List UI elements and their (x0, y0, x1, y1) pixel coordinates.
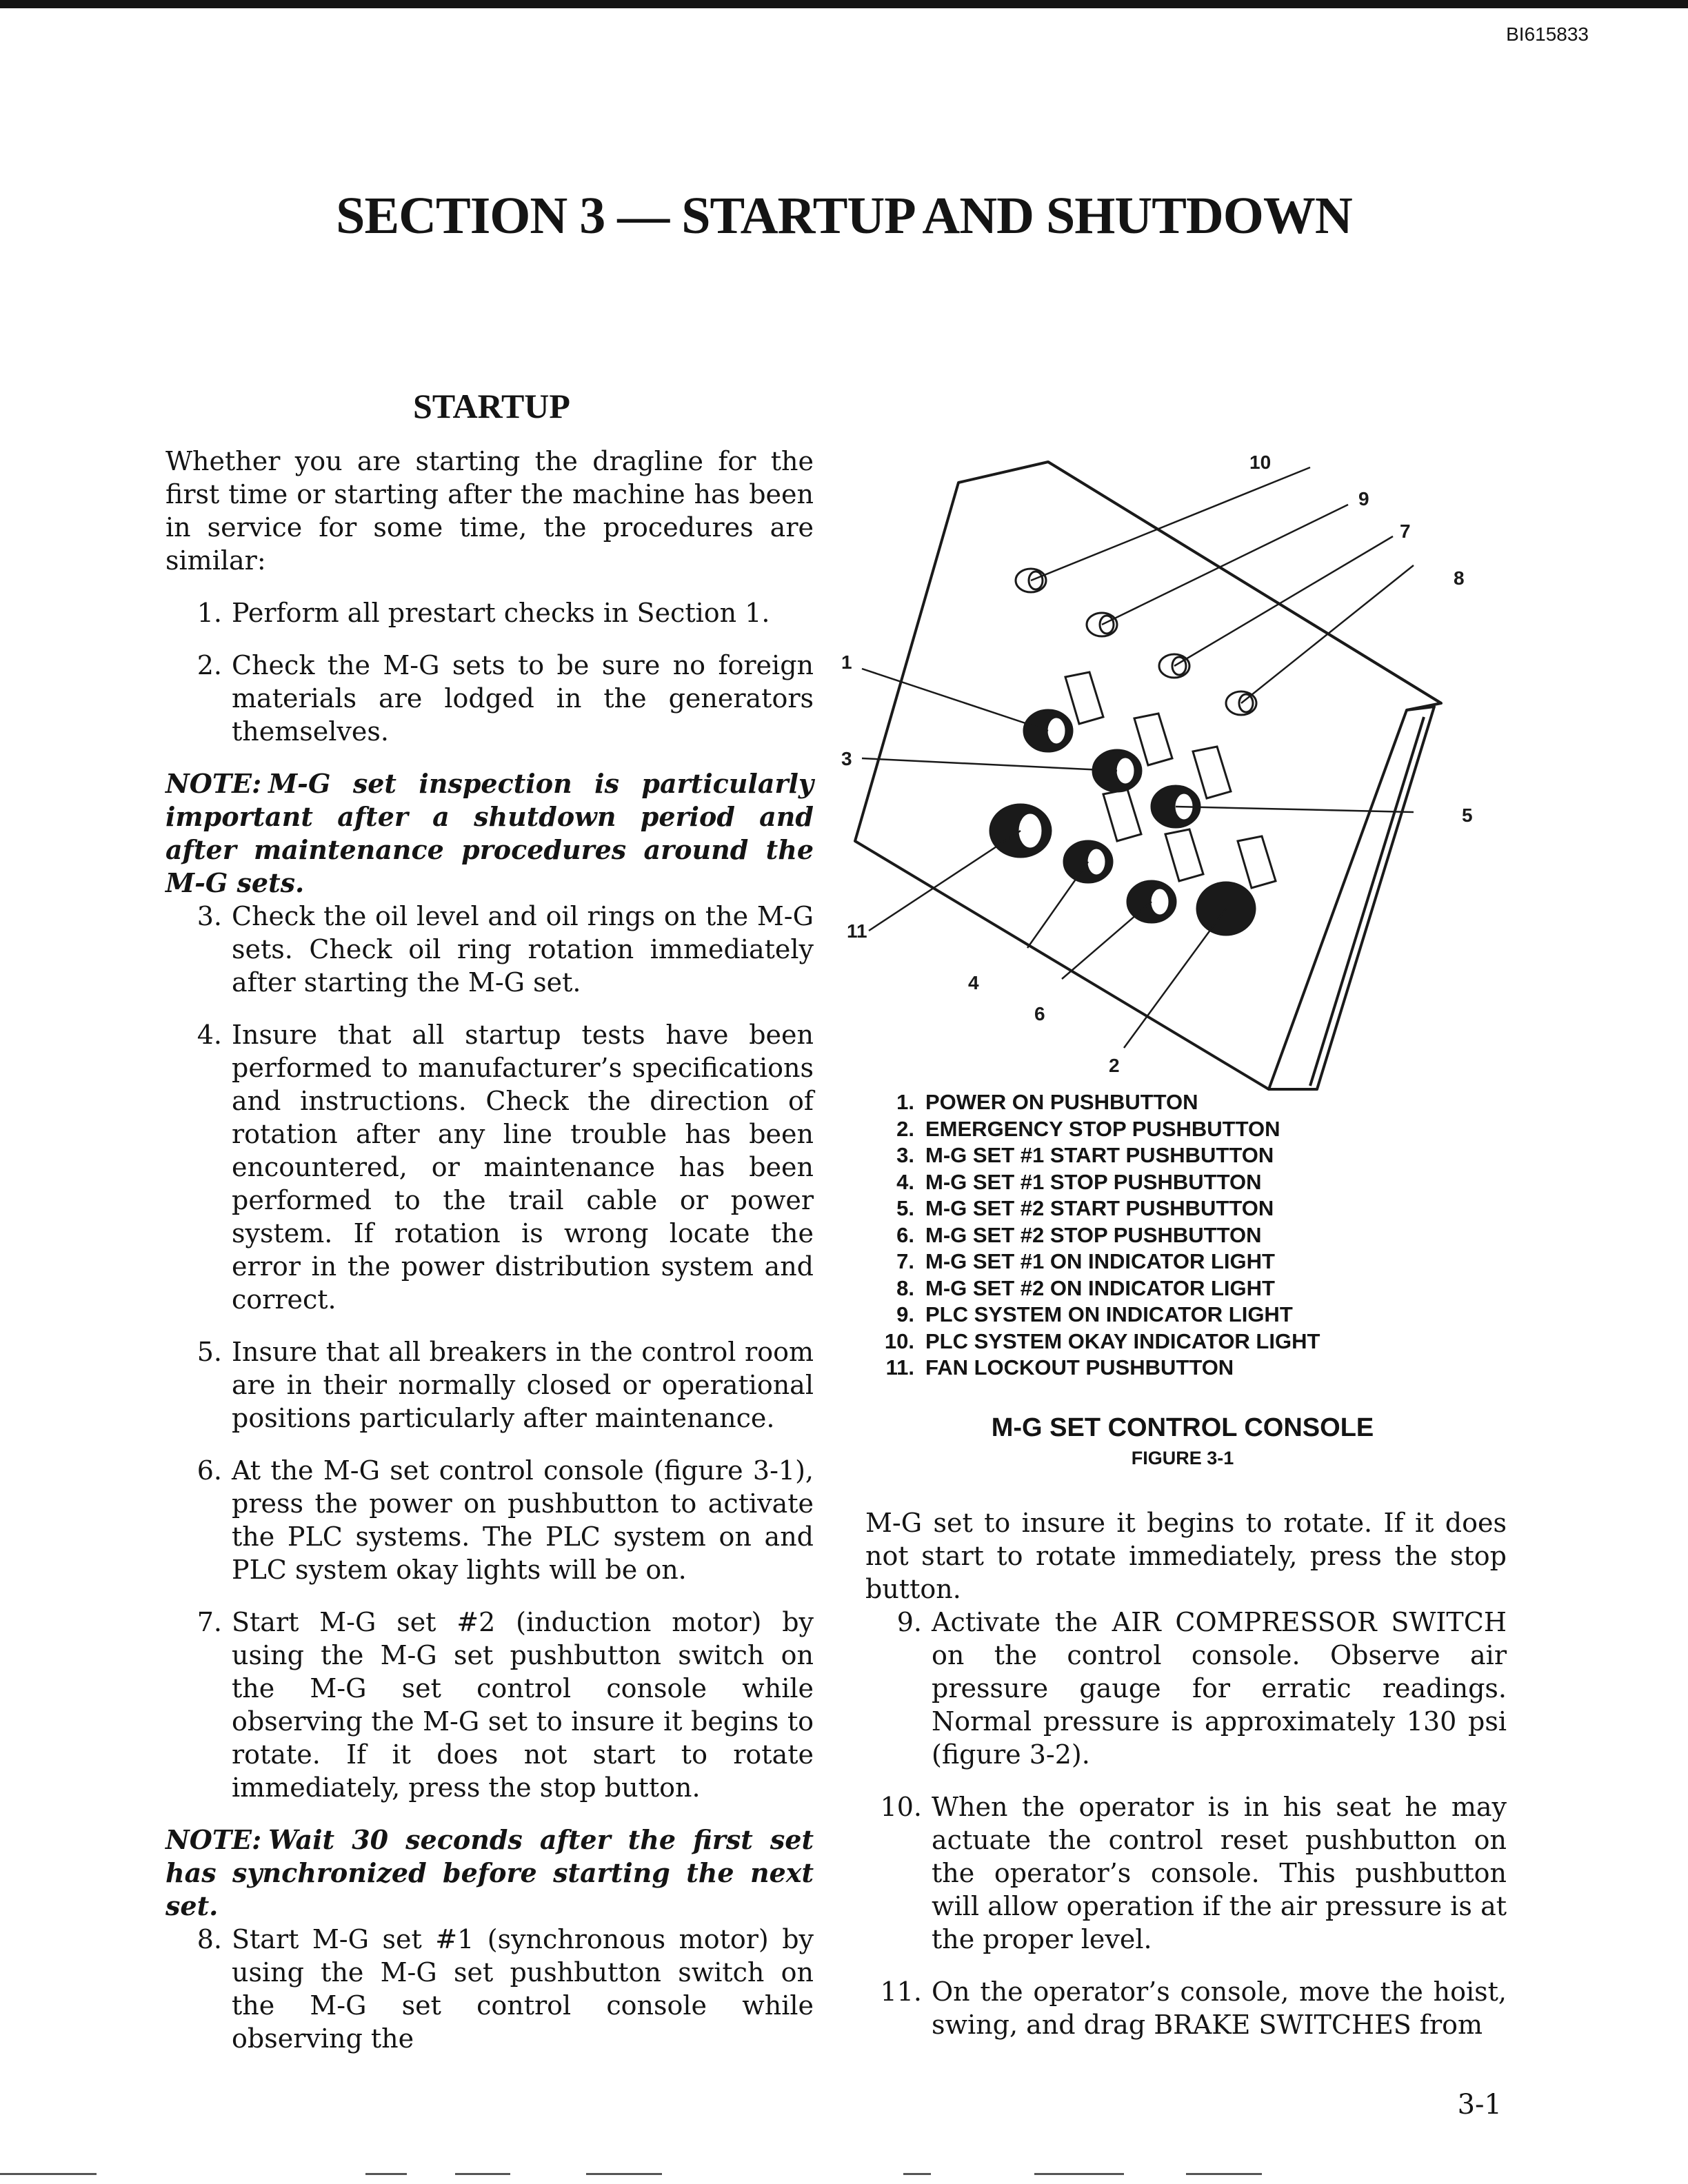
step-number: 1. (197, 598, 222, 628)
step-number: 8. (197, 1924, 222, 1954)
step-item (165, 900, 814, 999)
step-number: 2. (197, 650, 222, 680)
step-item (165, 596, 814, 629)
left-column (165, 445, 814, 2074)
console-drawing (841, 427, 1524, 1110)
legend-item (880, 1089, 1320, 1116)
step-item (165, 1606, 814, 1804)
legend-number: 10. (884, 1328, 914, 1353)
note-label: NOTE: (165, 1824, 262, 1855)
legend-item (880, 1195, 1320, 1222)
legend-number: 9. (896, 1302, 914, 1326)
step-number: 6. (197, 1455, 222, 1486)
step-item (865, 1606, 1507, 1771)
step-item (165, 1923, 814, 2055)
legend-text: PLC SYSTEM OKAY INDICATOR LIGHT (925, 1328, 1320, 1353)
legend-text: M-G SET #2 START PUSHBUTTON (925, 1196, 1274, 1220)
button-guard-icon (1134, 714, 1172, 765)
button-guard-icon (1065, 672, 1103, 724)
callout-leader-lines (862, 467, 1414, 1048)
callout-label: 11 (847, 920, 867, 942)
right-column (865, 1506, 1507, 2061)
legend-text: M-G SET #2 ON INDICATOR LIGHT (925, 1275, 1275, 1300)
legend-number: 2. (896, 1116, 914, 1141)
footer-rule (455, 2173, 510, 2175)
step-text: Insure that all breakers in the control room are in their normally closed or operational positions particularly after maintenance. (232, 1337, 814, 1433)
step-text: When the operator is in his seat he may actuate the control reset pushbutton on the operator’s console. This pushbutton will allow operation if the air pressure is at the proper level. (932, 1792, 1507, 1954)
legend-text: M-G SET #1 ON INDICATOR LIGHT (925, 1249, 1275, 1273)
callout-label: 5 (1462, 805, 1473, 826)
legend-number: 6. (896, 1222, 914, 1247)
figure-label: FIGURE 3-1 (1131, 1448, 1234, 1468)
console-side-edge (1310, 717, 1424, 1086)
legend-number: 4. (896, 1169, 914, 1194)
figure-legend (880, 1089, 1320, 1382)
console-top-edge (1048, 462, 1441, 703)
step-item (165, 649, 814, 748)
section-title: SECTION 3 — STARTUP AND SHUTDOWN (336, 187, 1352, 245)
note-text: M-G set inspection is particularly important after a shutdown period and after maintenance procedures around the M-G sets. (165, 768, 814, 898)
callout-label: 4 (968, 972, 979, 993)
intro-paragraph: Whether you are starting the dragline for the first time or starting after the machine has been in service for some time, the procedures are similar: (165, 446, 814, 576)
note-text: Wait 30 seconds after the first set has synchronized before starting the next set. (165, 1824, 814, 1921)
legend-text: M-G SET #1 START PUSHBUTTON (925, 1143, 1274, 1167)
step-number: 11. (880, 1976, 922, 2007)
legend-item (880, 1275, 1320, 1302)
legend-item (880, 1355, 1320, 1382)
step-text: Perform all prestart checks in Section 1. (232, 598, 770, 628)
step-item (865, 1975, 1507, 2041)
button-guard-icon (1193, 747, 1231, 798)
legend-number: 7. (896, 1249, 914, 1273)
footer-rule (586, 2173, 662, 2175)
legend-number: 8. (896, 1275, 914, 1300)
footer-rule (903, 2173, 931, 2175)
console-panel-outline (855, 462, 1441, 1089)
legend-item (880, 1169, 1320, 1196)
legend-item (880, 1116, 1320, 1143)
callout-label: 10 (1249, 452, 1272, 473)
subsection-title: STARTUP (413, 387, 570, 425)
step-item (165, 1335, 814, 1435)
step-text: Start M-G set #1 (synchronous motor) by using the M-G set pushbutton switch on the M-G set control console while observing the (232, 1924, 814, 2054)
legend-item (880, 1302, 1320, 1328)
figure-caption: M-G SET CONTROL CONSOLE (991, 1413, 1374, 1442)
callout-label: 1 (841, 651, 852, 673)
legend-number: 1. (896, 1090, 914, 1114)
step-number: 10. (880, 1792, 922, 1822)
legend-text: M-G SET #1 STOP PUSHBUTTON (925, 1169, 1262, 1194)
step-text: Insure that all startup tests have been performed to manufacturer’s specifications and instructions. Check the direction of rotation after any line trouble has been encountered, or maintenance has been performed to the trail cable or power system. If rotation is wrong locate the error in the power distribution system and correct. (232, 1020, 814, 1315)
callout-label: 8 (1454, 567, 1465, 589)
legend-item (880, 1328, 1320, 1355)
note-block (165, 1823, 814, 1923)
legend-number: 11. (885, 1355, 914, 1379)
footer-rule (1186, 2173, 1262, 2175)
step-number: 5. (197, 1337, 222, 1367)
note-label: NOTE: (165, 768, 262, 799)
legend-text: POWER ON PUSHBUTTON (925, 1090, 1198, 1114)
document-id: BI615833 (1506, 23, 1589, 45)
callout-label: 3 (841, 748, 852, 769)
legend-text: EMERGENCY STOP PUSHBUTTON (925, 1116, 1280, 1141)
legend-number: 5. (896, 1196, 914, 1220)
step-continuation: M-G set to insure it begins to rotate. If it does not start to rotate immediately, press the stop button. (865, 1508, 1507, 1604)
legend-item (880, 1222, 1320, 1249)
legend-number: 3. (896, 1143, 914, 1167)
note-block (165, 767, 814, 900)
top-border (0, 0, 1688, 8)
step-text: On the operator’s console, move the hoist, swing, and drag BRAKE SWITCHES from (932, 1976, 1507, 2040)
step-item (165, 1454, 814, 1586)
step-item (865, 1790, 1507, 1956)
step-text: At the M-G set control console (figure 3-1), press the power on pushbutton to activate the PLC systems. The PLC system on and PLC system okay lights will be on. (232, 1455, 814, 1585)
callout-label: 6 (1034, 1003, 1045, 1024)
step-text: Start M-G set #2 (induction motor) by using the M-G set pushbutton switch on the M-G set control console while observing the M-G set to insure it begins to rotate. If it does not start to rotate immediately, press the stop button. (232, 1607, 814, 1803)
callout-label: 2 (1109, 1055, 1120, 1076)
step-number: 7. (197, 1607, 222, 1637)
step-number: 3. (197, 901, 222, 931)
legend-item (880, 1142, 1320, 1169)
legend-text: M-G SET #2 STOP PUSHBUTTON (925, 1222, 1262, 1247)
button-guard-icon (1165, 829, 1203, 881)
footer-rule (0, 2173, 97, 2175)
button-guard-icon (1238, 836, 1276, 888)
button-guard-icon (1103, 789, 1141, 841)
step-text: Check the oil level and oil rings on the M-G sets. Check oil ring rotation immediately after starting the M-G set. (232, 901, 814, 998)
footer-rule (365, 2173, 407, 2175)
callout-label: 7 (1400, 520, 1411, 542)
footer-rule (1034, 2173, 1124, 2175)
console-figure (841, 427, 1524, 1110)
callout-label: 9 (1358, 488, 1369, 509)
step-text: Activate the AIR COMPRESSOR SWITCH on the control console. Observe air pressure gauge for erratic readings. Normal pressure is approximately 130 psi (figure 3-2). (932, 1607, 1507, 1770)
legend-text: FAN LOCKOUT PUSHBUTTON (925, 1355, 1234, 1379)
step-number: 9. (896, 1607, 922, 1637)
page-number: 3-1 (1457, 2089, 1502, 2121)
step-text: Check the M-G sets to be sure no foreign materials are lodged in the generators themselves. (232, 650, 814, 747)
legend-text: PLC SYSTEM ON INDICATOR LIGHT (925, 1302, 1293, 1326)
step-item (165, 1018, 814, 1316)
legend-item (880, 1248, 1320, 1275)
step-number: 4. (197, 1020, 222, 1050)
